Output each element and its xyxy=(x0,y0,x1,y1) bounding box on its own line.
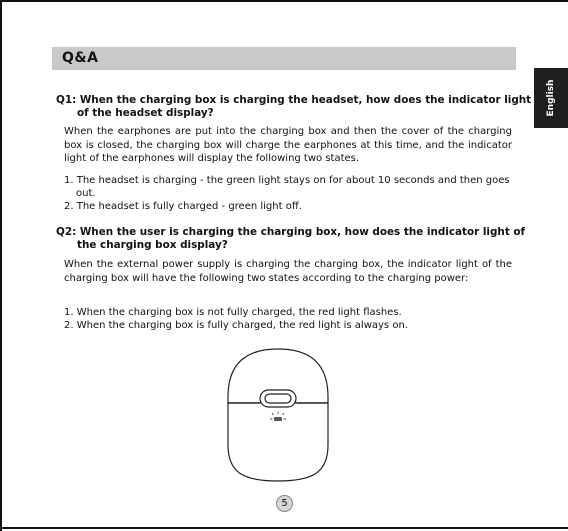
section-header-bar xyxy=(52,47,516,70)
answer-2-item-1: 1. When the charging box is not fully charged, the red light flashes. xyxy=(64,307,402,318)
page-border-top xyxy=(0,0,568,2)
charging-box-base xyxy=(228,403,328,481)
page-border-bottom xyxy=(0,527,568,529)
lid-button-inner xyxy=(265,394,291,403)
answer-1-item-2: 2. The headset is fully charged - green light off. xyxy=(64,201,302,212)
language-tab-label: English xyxy=(546,79,556,117)
charging-box-illustration xyxy=(208,345,348,487)
section-title: Q&A xyxy=(62,50,99,66)
answer-2-item-2: 2. When the charging box is fully charged, the red light is always on. xyxy=(64,320,408,331)
question-2: Q2: When the user is charging the charging box, how does the indicator light of the charging box display? xyxy=(56,226,526,251)
answer-1-text: When the earphones are put into the charging box and then the cover of the charging box is closed, the charging box will charge the earphones at this time, and the indicator light of the earphones will display the following two states. xyxy=(64,126,512,164)
question-1: Q1: When the charging box is charging the headset, how does the indicator light of the headset display? xyxy=(56,94,532,119)
page-number: 5 xyxy=(276,495,293,512)
answer-1-item-1: 1. The headset is charging - the green light stays on for about 10 seconds and then goes out. xyxy=(64,175,510,199)
language-tab xyxy=(534,68,568,128)
answer-2-text: When the external power supply is charging the charging box, the indicator light of the charging box will have the following two states according to the charging power: xyxy=(64,259,512,284)
page-border-left xyxy=(0,0,2,531)
